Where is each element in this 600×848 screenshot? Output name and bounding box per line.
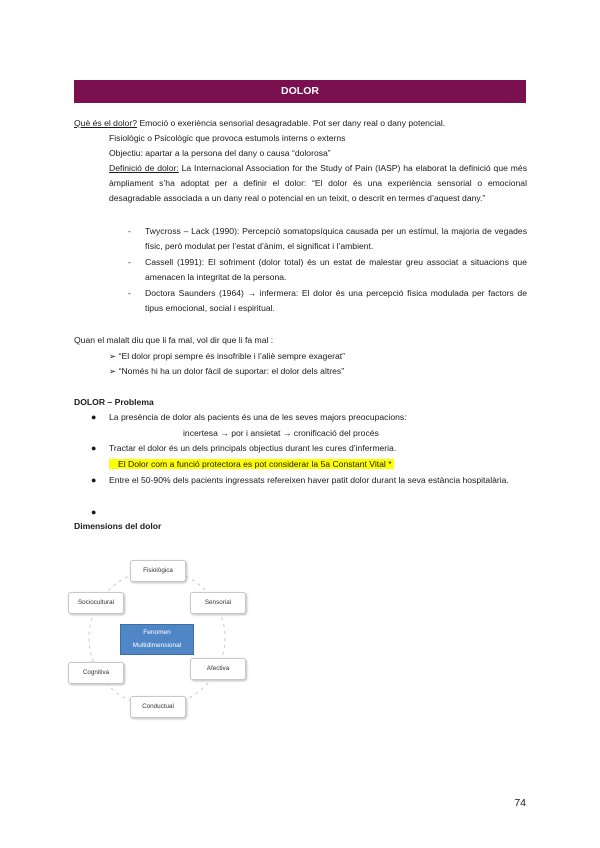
section-banner [74, 80, 526, 103]
intro-text: Emoció o exeriència sensorial desagradable. Pot ser dany real o dany potencial. [137, 118, 446, 128]
node-fisiologica: Fisiològica [130, 560, 186, 582]
node-sociocultural: Sociocultural [68, 592, 124, 614]
dash-marker: - [128, 226, 131, 236]
quote-text: “El dolor propi sempre és insofrible i l’aliè sempre exagerat” [118, 351, 345, 361]
patient-line: Quan el malalt diu que li fa mal, vol dir que li fa mal : [74, 335, 274, 345]
bullet-icon: ● [91, 443, 97, 453]
center-line2: Multidimensional [132, 642, 182, 649]
node-sensorial: Sensorial [190, 592, 246, 614]
arrow-bullet-icon: ➢ [109, 351, 117, 361]
node-afectiva: Afectiva [190, 658, 246, 680]
problem-item: Entre el 50-90% dels pacients ingressats refereixen haver patit dolor durant la seva estància hospitalària. [109, 475, 509, 485]
intro-label: Què és el dolor? [74, 118, 138, 128]
banner-title: DOLOR [281, 85, 319, 97]
dimensions-diagram [60, 545, 250, 725]
highlighted-text: El Dolor com a funció protectora es pot considerar la 5a Constant Vital * [109, 459, 394, 469]
bullet-icon: ● [91, 507, 97, 517]
center-line1: Fenomen [143, 629, 171, 636]
node-conductual: Conductual [130, 696, 186, 718]
quote-item [109, 364, 344, 379]
quote-item [109, 349, 345, 364]
definition-item: Doctora Saunders (1964) → infermera: El dolor és una percepció física modulada per factors de tipus emocional, social i espiritual. [145, 288, 527, 313]
page-number: 74 [514, 797, 526, 809]
intro-line2: Fisiològic o Psicològic que provoca estumols interns o externs [109, 133, 346, 143]
quote-text: “Només hi ha un dolor fàcil de suportar: el dolor dels altres” [118, 366, 345, 376]
definition-label: Definició de dolor: [109, 163, 179, 173]
bullet-icon: ● [91, 475, 97, 485]
definition-paragraph [109, 161, 527, 206]
problem-title: DOLOR – Problema [74, 397, 154, 407]
bullet-icon: ● [91, 412, 97, 422]
intro-line3: Objectiu: apartar a la persona del dany o causa “dolorosa” [109, 148, 331, 158]
definition-item: Cassell (1991): El sofriment (dolor total) és un estat de malestar greu associat a situacions que amenacen la integritat de la persona. [145, 257, 527, 282]
dimensions-title: Dimensions del dolor [74, 521, 162, 531]
arrow-bullet-icon: ➢ [109, 366, 117, 376]
problem-item: Tractar el dolor és un dels principals objectius durant les cures d’infermeria. [109, 443, 397, 453]
dash-marker: - [128, 257, 131, 267]
highlight-line [109, 457, 394, 472]
intro-line [74, 116, 445, 131]
definition-text: La Internacional Association for the Study of Pain (IASP) ha elaborat la definició que més àmpliament s’ha adoptat per a definir el dolor: “El dolor és una experiència sensorial o emocional desagradable associada a un dany real o potencial en un teixit, o descrit en termes d’aquest dany.” [109, 163, 527, 203]
dash-marker: - [128, 288, 131, 298]
node-cognitiva: Cognitiva [68, 662, 124, 684]
problem-subitem: incertesa → por i ansietat → cronificació del procés [183, 428, 379, 438]
center-node [120, 624, 194, 655]
problem-item: La presència de dolor als pacients és una de les seves majors preocupacions: [109, 412, 407, 422]
definition-item: Twycross – Lack (1990): Percepció somatopsíquica causada per un estímul, la majoria de vegades físic, però modulat per l’estat d’ànim, el significat i l’ambient. [145, 226, 527, 251]
